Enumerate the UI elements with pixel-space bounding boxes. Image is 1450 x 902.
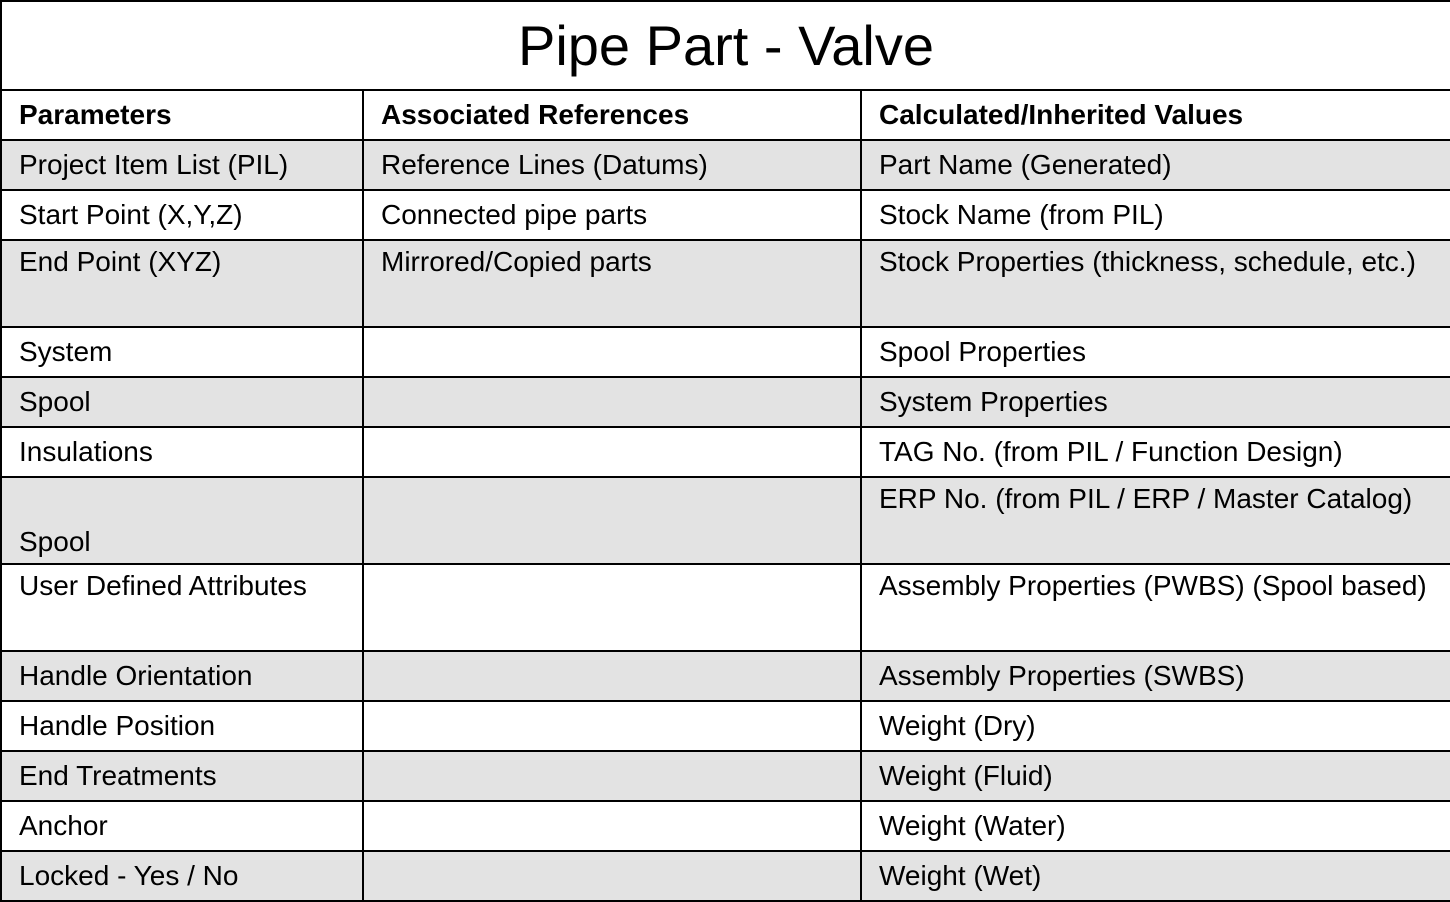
value-cell: Weight (Fluid) (861, 751, 1450, 801)
value-cell: System Properties (861, 377, 1450, 427)
reference-cell (363, 564, 861, 651)
value-cell: Weight (Dry) (861, 701, 1450, 751)
value-cell: Part Name (Generated) (861, 140, 1450, 190)
parameter-cell: Anchor (1, 801, 363, 851)
parameter-cell: Locked - Yes / No (1, 851, 363, 901)
reference-cell (363, 701, 861, 751)
value-cell: ERP No. (from PIL / ERP / Master Catalog) (861, 477, 1450, 564)
table-row (1, 801, 1450, 851)
header-associated-references: Associated References (363, 90, 861, 140)
parameter-cell: System (1, 327, 363, 377)
table-row (1, 327, 1450, 377)
parameter-cell: Handle Position (1, 701, 363, 751)
parameter-cell: User Defined Attributes (1, 564, 363, 651)
reference-cell (363, 751, 861, 801)
header-parameters: Parameters (1, 90, 363, 140)
table-row (1, 427, 1450, 477)
reference-cell: Connected pipe parts (363, 190, 861, 240)
table-row (1, 701, 1450, 751)
table-row (1, 140, 1450, 190)
header-row (1, 90, 1450, 140)
reference-cell (363, 377, 861, 427)
reference-cell (363, 801, 861, 851)
table-row (1, 190, 1450, 240)
reference-cell: Mirrored/Copied parts (363, 240, 861, 327)
value-cell: Weight (Wet) (861, 851, 1450, 901)
value-cell: Stock Name (from PIL) (861, 190, 1450, 240)
value-cell: Stock Properties (thickness, schedule, etc.) (861, 240, 1450, 327)
table-row (1, 751, 1450, 801)
value-cell: Spool Properties (861, 327, 1450, 377)
reference-cell (363, 651, 861, 701)
parameter-cell: Start Point (X,Y,Z) (1, 190, 363, 240)
value-cell: Assembly Properties (SWBS) (861, 651, 1450, 701)
value-cell: Weight (Water) (861, 801, 1450, 851)
parameter-cell: End Treatments (1, 751, 363, 801)
reference-cell (363, 327, 861, 377)
title-row (1, 1, 1450, 90)
value-cell: Assembly Properties (PWBS) (Spool based) (861, 564, 1450, 651)
header-calculated-values: Calculated/Inherited Values (861, 90, 1450, 140)
parameter-cell: Insulations (1, 427, 363, 477)
reference-cell (363, 851, 861, 901)
parameter-cell: Handle Orientation (1, 651, 363, 701)
parameter-cell: End Point (XYZ) (1, 240, 363, 327)
reference-cell (363, 477, 861, 564)
table-row (1, 851, 1450, 901)
table-title: Pipe Part - Valve (1, 1, 1450, 90)
table-row (1, 477, 1450, 564)
table-row (1, 377, 1450, 427)
reference-cell (363, 427, 861, 477)
parameter-cell: Spool (1, 477, 363, 564)
table-row (1, 564, 1450, 651)
reference-cell: Reference Lines (Datums) (363, 140, 861, 190)
table-row (1, 651, 1450, 701)
parameter-cell: Project Item List (PIL) (1, 140, 363, 190)
table-row (1, 240, 1450, 327)
value-cell: TAG No. (from PIL / Function Design) (861, 427, 1450, 477)
parameter-cell: Spool (1, 377, 363, 427)
